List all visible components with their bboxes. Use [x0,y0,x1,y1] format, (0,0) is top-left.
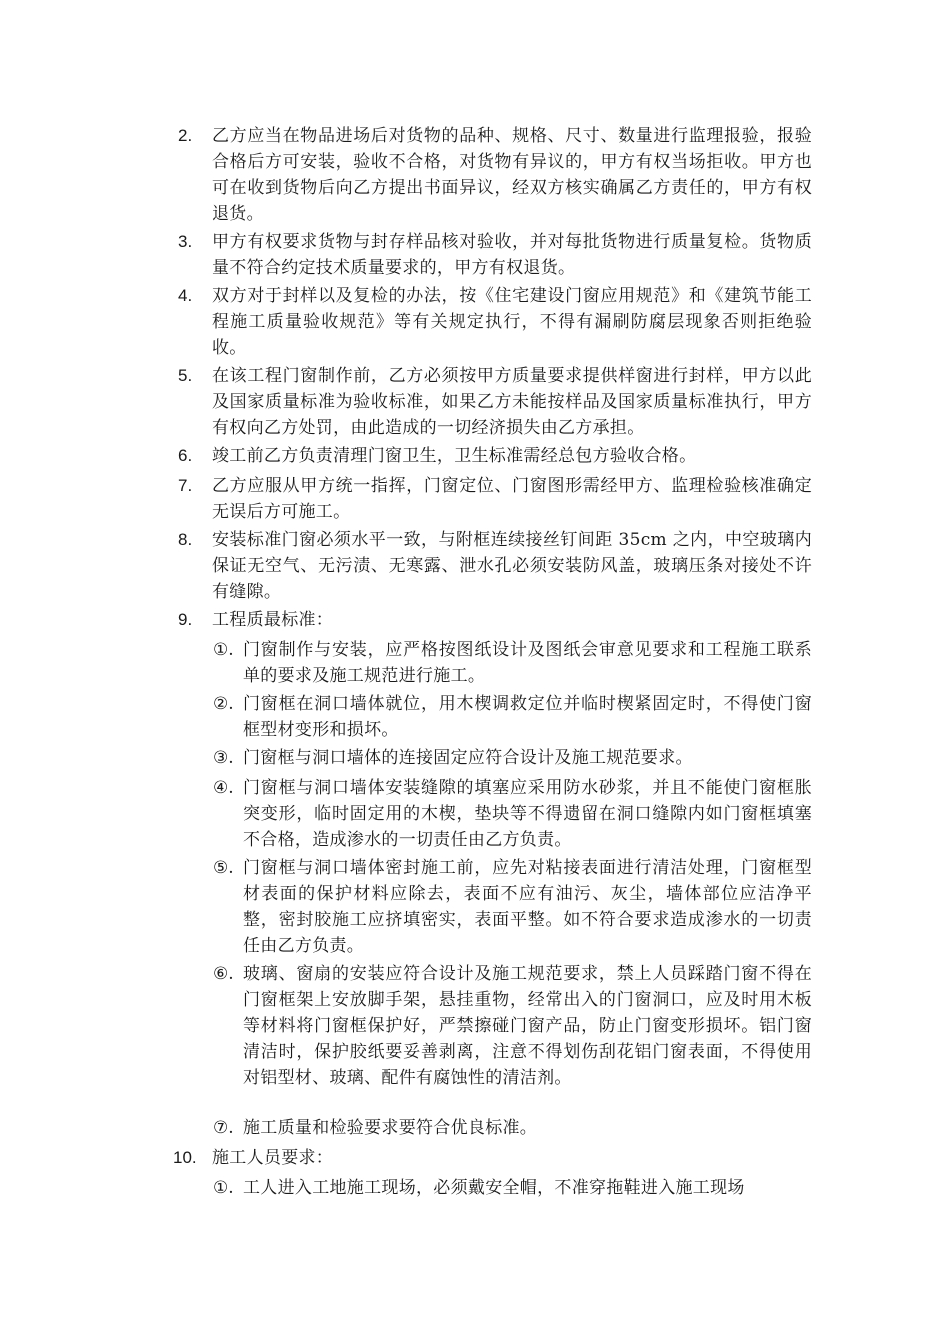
list-number: 3. [178,232,193,251]
list-number: 2. [178,126,193,145]
list-text: 双方对于封样以及复检的办法，按《住宅建设门窗应用规范》和《建筑节能工程施工质量验收规范》等有关规定执行，不得有漏刷防腐层现象否则拒绝验收。 [212,286,812,358]
list-text: 施工人员要求： [212,1148,334,1168]
list-number: 6. [178,446,193,465]
sub-list-marker: ⑤. [213,858,234,878]
sub-list-text: 门窗框与洞口墙体安装缝隙的填塞应采用防水砂浆，并且不能使门窗框胀突变形，临时固定用的木楔，垫块等不得遗留在洞口缝隙内如门窗框填塞不合格，造成渗水的一切责任由乙方负责。 [243,778,812,850]
sub-list-marker: ①. [213,1178,234,1198]
sub-list-text: 玻璃、窗扇的安装应符合设计及施工规范要求，禁上人员踩踏门窗不得在门窗框架上安放脚手架，悬挂重物，经常出入的门窗洞口，应及时用木板等材料将门窗框保护好，严禁擦碰门窗产品，防止门窗变形损坏。铝门窗清洁时，保护胶纸要妥善剥离，注意不得划伤刮花铝门窗表面，不得使用对铝型材、玻璃、配件有腐蚀性的清洁剂。 [243,964,812,1088]
sub-list-marker: ④. [213,778,234,798]
sub-list-marker: ②. [213,694,234,714]
list-text: 安装标准门窗必须水平一致，与附框连续接丝钉间距 35cm 之内，中空玻璃内保证无空气、无污渍、无寒露、泄水孔必须安装防风盖，玻璃压条对接处不许有缝隙。 [212,530,812,602]
list-text: 乙方应当在物品进场后对货物的品种、规格、尺寸、数量进行监理报验，报验合格后方可安装，验收不合格，对货物有异议的，甲方有权当场拒收。甲方也可在收到货物后向乙方提出书面异议，经双方核实确属乙方责任的，甲方有权退货。 [212,126,812,224]
sub-list-marker: ⑦. [213,1118,234,1138]
list-text: 甲方有权要求货物与封存样品核对验收，并对每批货物进行质量复检。货物质量不符合约定技术质量要求的，甲方有权退货。 [212,232,812,278]
list-number: 10. [173,1148,197,1167]
sub-list-marker: ①. [213,640,234,660]
sub-list-text: 门窗制作与安装，应严格按图纸设计及图纸会审意见要求和工程施工联系单的要求及施工规范进行施工。 [243,640,812,686]
sub-list-marker: ③. [213,748,234,768]
list-text: 乙方应服从甲方统一指挥，门窗定位、门窗图形需经甲方、监理检验核准确定无误后方可施工。 [212,476,812,522]
sub-list-text: 门窗框在洞口墙体就位，用木楔调救定位并临时楔紧固定时，不得使门窗框型材变形和损坏。 [243,694,812,740]
sub-list-text: 施工质量和检验要求要符合优良标准。 [243,1118,538,1138]
sub-list-text: 工人进入工地施工现场，必须戴安全帽，不准穿拖鞋进入施工现场 [243,1178,745,1198]
sub-list-text: 门窗框与洞口墙体密封施工前，应先对粘接表面进行清洁处理，门窗框型材表面的保护材料应除去，表面不应有油污、灰尘，墙体部位应洁净平整，密封胶施工应挤填密实，表面平整。如不符合要求造成渗水的一切责任由乙方负责。 [243,858,812,956]
sub-list-text: 门窗框与洞口墙体的连接固定应符合设计及施工规范要求。 [243,748,693,768]
list-text: 竣工前乙方负责清理门窗卫生，卫生标准需经总包方验收合格。 [212,446,697,466]
list-number: 4. [178,286,193,305]
list-text: 工程质最标准： [212,610,334,630]
sub-list-marker: ⑥. [213,964,234,984]
list-number: 7. [178,476,193,495]
list-text: 在该工程门窗制作前，乙方必须按甲方质量要求提供样窗进行封样，甲方以此及国家质量标准为验收标准，如果乙方未能按样品及国家质量标准执行，甲方有权向乙方处罚，由此造成的一切经济损失由乙方承担。 [212,366,812,438]
list-number: 5. [178,366,193,385]
list-number: 8. [178,530,193,549]
list-number: 9. [178,610,193,629]
